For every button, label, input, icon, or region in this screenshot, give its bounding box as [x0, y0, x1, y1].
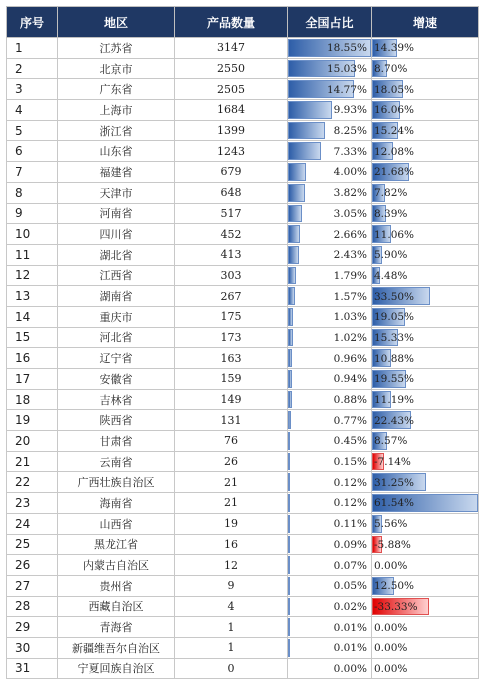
row-region: 贵州省: [58, 575, 175, 596]
share-bar: [288, 142, 321, 160]
share-value: 0.11%: [333, 518, 367, 531]
share-value: 0.12%: [333, 476, 367, 489]
share-value: 1.03%: [333, 311, 367, 324]
row-seq: 28: [7, 596, 58, 617]
row-share-cell: [288, 265, 372, 286]
growth-value: 0.00%: [374, 642, 408, 655]
row-share-cell: [288, 348, 372, 369]
share-bar: [288, 349, 292, 367]
row-share-cell: [288, 327, 372, 348]
table-row: [7, 182, 479, 203]
share-bar: [288, 453, 290, 471]
row-seq: 25: [7, 534, 58, 555]
share-value: 0.07%: [333, 559, 367, 572]
share-value: 1.57%: [333, 290, 367, 303]
row-region: 河南省: [58, 203, 175, 224]
row-count: 267: [175, 286, 288, 307]
share-value: 1.02%: [333, 331, 367, 344]
row-region: 甘肃省: [58, 431, 175, 452]
table-row: [7, 141, 479, 162]
row-seq: 31: [7, 658, 58, 679]
share-bar: [288, 101, 332, 119]
growth-value: -7.14%: [374, 456, 411, 469]
row-count: 0: [175, 658, 288, 679]
row-growth-cell: [372, 617, 479, 638]
share-value: 0.09%: [333, 538, 367, 551]
row-growth-cell: [372, 79, 479, 100]
row-seq: 27: [7, 575, 58, 596]
share-bar: [288, 494, 290, 512]
row-growth-cell: [372, 162, 479, 183]
growth-value: 7.82%: [374, 187, 408, 200]
row-seq: 8: [7, 182, 58, 203]
row-growth-cell: [372, 575, 479, 596]
growth-value: -5.88%: [374, 538, 411, 551]
table-row: [7, 617, 479, 638]
share-bar: [288, 308, 293, 326]
share-value: 0.96%: [333, 352, 367, 365]
growth-value: 0.00%: [374, 559, 408, 572]
header-seq: 序号: [7, 7, 58, 38]
row-seq: 14: [7, 306, 58, 327]
row-count: 303: [175, 265, 288, 286]
row-region: 辽宁省: [58, 348, 175, 369]
share-bar: [288, 225, 300, 243]
growth-value: 5.56%: [374, 518, 408, 531]
share-bar: [288, 411, 291, 429]
row-share-cell: [288, 306, 372, 327]
share-value: 0.01%: [333, 621, 367, 634]
row-count: 26: [175, 451, 288, 472]
share-value: 0.77%: [333, 414, 367, 427]
share-value: 0.00%: [333, 662, 367, 675]
row-count: 16: [175, 534, 288, 555]
row-share-cell: [288, 472, 372, 493]
row-share-cell: [288, 389, 372, 410]
growth-value: 4.48%: [374, 269, 408, 282]
row-growth-cell: [372, 637, 479, 658]
share-value: 7.33%: [333, 145, 367, 158]
table-row: [7, 451, 479, 472]
row-region: 江苏省: [58, 38, 175, 59]
row-region: 江西省: [58, 265, 175, 286]
row-region: 吉林省: [58, 389, 175, 410]
table-row: [7, 327, 479, 348]
row-share-cell: [288, 141, 372, 162]
row-count: 149: [175, 389, 288, 410]
table-row: [7, 348, 479, 369]
row-growth-cell: [372, 596, 479, 617]
share-value: 2.43%: [333, 249, 367, 262]
row-region: 湖南省: [58, 286, 175, 307]
row-growth-cell: [372, 38, 479, 59]
share-value: 4.00%: [333, 166, 367, 179]
row-share-cell: [288, 203, 372, 224]
row-region: 广东省: [58, 79, 175, 100]
row-seq: 1: [7, 38, 58, 59]
share-bar: [288, 370, 292, 388]
row-region: 云南省: [58, 451, 175, 472]
growth-value: 0.00%: [374, 662, 408, 675]
row-share-cell: [288, 58, 372, 79]
row-count: 2505: [175, 79, 288, 100]
row-share-cell: [288, 162, 372, 183]
row-count: 173: [175, 327, 288, 348]
row-count: 3147: [175, 38, 288, 59]
share-value: 8.25%: [333, 125, 367, 138]
row-count: 175: [175, 306, 288, 327]
header-growth: 增速: [372, 7, 479, 38]
row-share-cell: [288, 244, 372, 265]
share-value: 0.15%: [333, 456, 367, 469]
growth-value: 21.68%: [374, 166, 415, 179]
row-growth-cell: [372, 369, 479, 390]
row-share-cell: [288, 224, 372, 245]
row-region: 海南省: [58, 493, 175, 514]
share-bar: [288, 329, 293, 347]
share-bar: [288, 163, 306, 181]
growth-value: 18.05%: [374, 83, 415, 96]
share-bar: [288, 391, 292, 409]
row-region: 天津市: [58, 182, 175, 203]
row-growth-cell: [372, 348, 479, 369]
row-seq: 10: [7, 224, 58, 245]
share-bar: [288, 577, 290, 595]
table-row: [7, 513, 479, 534]
row-share-cell: [288, 431, 372, 452]
row-region: 青海省: [58, 617, 175, 638]
row-growth-cell: [372, 327, 479, 348]
table-row: [7, 265, 479, 286]
row-region: 山东省: [58, 141, 175, 162]
table-row: [7, 431, 479, 452]
row-region: 广西壮族自治区: [58, 472, 175, 493]
row-region: 宁夏回族自治区: [58, 658, 175, 679]
share-bar: [288, 267, 296, 285]
growth-value: 19.55%: [374, 373, 415, 386]
row-seq: 21: [7, 451, 58, 472]
table-row: [7, 534, 479, 555]
row-growth-cell: [372, 224, 479, 245]
row-share-cell: [288, 38, 372, 59]
row-seq: 11: [7, 244, 58, 265]
row-growth-cell: [372, 244, 479, 265]
table-row: [7, 79, 479, 100]
table-row: [7, 306, 479, 327]
row-share-cell: [288, 575, 372, 596]
share-bar: [288, 184, 305, 202]
row-count: 1684: [175, 100, 288, 121]
table-row: [7, 389, 479, 410]
table-row: [7, 637, 479, 658]
row-seq: 23: [7, 493, 58, 514]
row-growth-cell: [372, 451, 479, 472]
row-count: 163: [175, 348, 288, 369]
row-region: 安徽省: [58, 369, 175, 390]
share-value: 0.12%: [333, 497, 367, 510]
growth-value: 33.50%: [374, 290, 415, 303]
table-body: [7, 38, 479, 679]
table-row: [7, 369, 479, 390]
row-share-cell: [288, 369, 372, 390]
row-region: 黑龙江省: [58, 534, 175, 555]
growth-value: 10.88%: [374, 352, 415, 365]
row-count: 159: [175, 369, 288, 390]
row-share-cell: [288, 493, 372, 514]
row-count: 1243: [175, 141, 288, 162]
row-region: 新疆维吾尔自治区: [58, 637, 175, 658]
row-count: 21: [175, 472, 288, 493]
row-seq: 12: [7, 265, 58, 286]
header-count: 产品数量: [175, 7, 288, 38]
table-row: [7, 493, 479, 514]
row-count: 2550: [175, 58, 288, 79]
row-region: 四川省: [58, 224, 175, 245]
row-count: 1: [175, 617, 288, 638]
row-count: 413: [175, 244, 288, 265]
row-region: 上海市: [58, 100, 175, 121]
share-value: 15.03%: [326, 63, 367, 76]
row-growth-cell: [372, 203, 479, 224]
row-seq: 26: [7, 555, 58, 576]
row-seq: 19: [7, 410, 58, 431]
share-bar: [288, 639, 290, 657]
row-share-cell: [288, 617, 372, 638]
growth-value: 14.39%: [374, 42, 415, 55]
row-count: 517: [175, 203, 288, 224]
share-bar: [288, 287, 295, 305]
row-share-cell: [288, 534, 372, 555]
growth-value: 19.05%: [374, 311, 415, 324]
table-row: [7, 58, 479, 79]
row-seq: 5: [7, 120, 58, 141]
share-value: 0.01%: [333, 642, 367, 655]
row-growth-cell: [372, 658, 479, 679]
row-seq: 15: [7, 327, 58, 348]
row-count: 9: [175, 575, 288, 596]
growth-value: 0.00%: [374, 621, 408, 634]
row-growth-cell: [372, 265, 479, 286]
growth-value: 22.43%: [374, 414, 415, 427]
row-count: 12: [175, 555, 288, 576]
row-region: 湖北省: [58, 244, 175, 265]
table-row: [7, 203, 479, 224]
row-count: 1399: [175, 120, 288, 141]
growth-value: 12.08%: [374, 145, 415, 158]
table-row: [7, 410, 479, 431]
share-bar: [288, 432, 290, 450]
share-value: 0.88%: [333, 394, 367, 407]
row-seq: 29: [7, 617, 58, 638]
table-row: [7, 555, 479, 576]
row-seq: 9: [7, 203, 58, 224]
row-share-cell: [288, 637, 372, 658]
row-region: 内蒙古自治区: [58, 555, 175, 576]
row-share-cell: [288, 513, 372, 534]
row-region: 西藏自治区: [58, 596, 175, 617]
share-bar: [288, 536, 290, 554]
row-seq: 3: [7, 79, 58, 100]
table-row: [7, 244, 479, 265]
row-growth-cell: [372, 120, 479, 141]
row-count: 19: [175, 513, 288, 534]
row-seq: 17: [7, 369, 58, 390]
growth-value: 15.24%: [374, 125, 415, 138]
row-growth-cell: [372, 493, 479, 514]
table-row: [7, 472, 479, 493]
row-region: 北京市: [58, 58, 175, 79]
share-value: 0.02%: [333, 600, 367, 613]
growth-value: 11.06%: [374, 228, 415, 241]
share-value: 0.45%: [333, 435, 367, 448]
share-value: 18.55%: [326, 42, 367, 55]
growth-value: 12.50%: [374, 580, 415, 593]
row-seq: 4: [7, 100, 58, 121]
region-product-table: [6, 6, 479, 679]
row-seq: 20: [7, 431, 58, 452]
share-value: 0.94%: [333, 373, 367, 386]
table-row: [7, 100, 479, 121]
share-bar: [288, 473, 290, 491]
growth-value: 31.25%: [374, 476, 415, 489]
row-growth-cell: [372, 410, 479, 431]
share-bar: [288, 556, 290, 574]
table-row: [7, 38, 479, 59]
growth-value: 16.06%: [374, 104, 415, 117]
row-seq: 2: [7, 58, 58, 79]
row-growth-cell: [372, 182, 479, 203]
row-growth-cell: [372, 100, 479, 121]
share-value: 9.93%: [333, 104, 367, 117]
growth-value: 8.57%: [374, 435, 408, 448]
row-growth-cell: [372, 306, 479, 327]
row-share-cell: [288, 182, 372, 203]
header-share: 全国占比: [288, 7, 372, 38]
share-value: 14.77%: [326, 83, 367, 96]
row-share-cell: [288, 555, 372, 576]
share-bar: [288, 205, 302, 223]
share-value: 2.66%: [333, 228, 367, 241]
share-value: 3.82%: [333, 187, 367, 200]
row-growth-cell: [372, 389, 479, 410]
row-share-cell: [288, 286, 372, 307]
growth-value: 8.39%: [374, 207, 408, 220]
growth-value: 15.33%: [374, 331, 415, 344]
row-count: 131: [175, 410, 288, 431]
row-seq: 30: [7, 637, 58, 658]
share-bar: [288, 246, 299, 264]
growth-value: 11.19%: [374, 394, 415, 407]
row-seq: 18: [7, 389, 58, 410]
row-region: 重庆市: [58, 306, 175, 327]
row-seq: 22: [7, 472, 58, 493]
row-growth-cell: [372, 431, 479, 452]
row-count: 76: [175, 431, 288, 452]
table-row: [7, 224, 479, 245]
table-row: [7, 575, 479, 596]
row-growth-cell: [372, 513, 479, 534]
growth-value: -33.33%: [374, 600, 418, 613]
row-share-cell: [288, 596, 372, 617]
table-row: [7, 162, 479, 183]
growth-value: 8.70%: [374, 63, 408, 76]
growth-value: 61.54%: [374, 497, 415, 510]
row-seq: 16: [7, 348, 58, 369]
table-row: [7, 596, 479, 617]
row-share-cell: [288, 120, 372, 141]
row-share-cell: [288, 658, 372, 679]
row-seq: 6: [7, 141, 58, 162]
row-count: 452: [175, 224, 288, 245]
row-share-cell: [288, 451, 372, 472]
share-value: 1.79%: [333, 269, 367, 282]
share-bar: [288, 515, 290, 533]
row-region: 陕西省: [58, 410, 175, 431]
row-share-cell: [288, 410, 372, 431]
row-region: 福建省: [58, 162, 175, 183]
row-count: 1: [175, 637, 288, 658]
row-share-cell: [288, 100, 372, 121]
growth-value: 5.90%: [374, 249, 408, 262]
table-header-row: [7, 7, 479, 38]
row-count: 648: [175, 182, 288, 203]
row-growth-cell: [372, 58, 479, 79]
row-region: 山西省: [58, 513, 175, 534]
share-value: 0.05%: [333, 580, 367, 593]
row-growth-cell: [372, 286, 479, 307]
table-row: [7, 286, 479, 307]
row-share-cell: [288, 79, 372, 100]
row-count: 21: [175, 493, 288, 514]
row-seq: 7: [7, 162, 58, 183]
row-region: 河北省: [58, 327, 175, 348]
table-row: [7, 120, 479, 141]
row-seq: 13: [7, 286, 58, 307]
row-seq: 24: [7, 513, 58, 534]
table-row: [7, 658, 479, 679]
row-count: 679: [175, 162, 288, 183]
row-growth-cell: [372, 555, 479, 576]
row-growth-cell: [372, 141, 479, 162]
row-growth-cell: [372, 534, 479, 555]
header-region: 地区: [58, 7, 175, 38]
row-region: 浙江省: [58, 120, 175, 141]
share-bar: [288, 122, 325, 140]
row-count: 4: [175, 596, 288, 617]
share-bar: [288, 618, 290, 636]
share-value: 3.05%: [333, 207, 367, 220]
row-growth-cell: [372, 472, 479, 493]
share-bar: [288, 598, 290, 616]
